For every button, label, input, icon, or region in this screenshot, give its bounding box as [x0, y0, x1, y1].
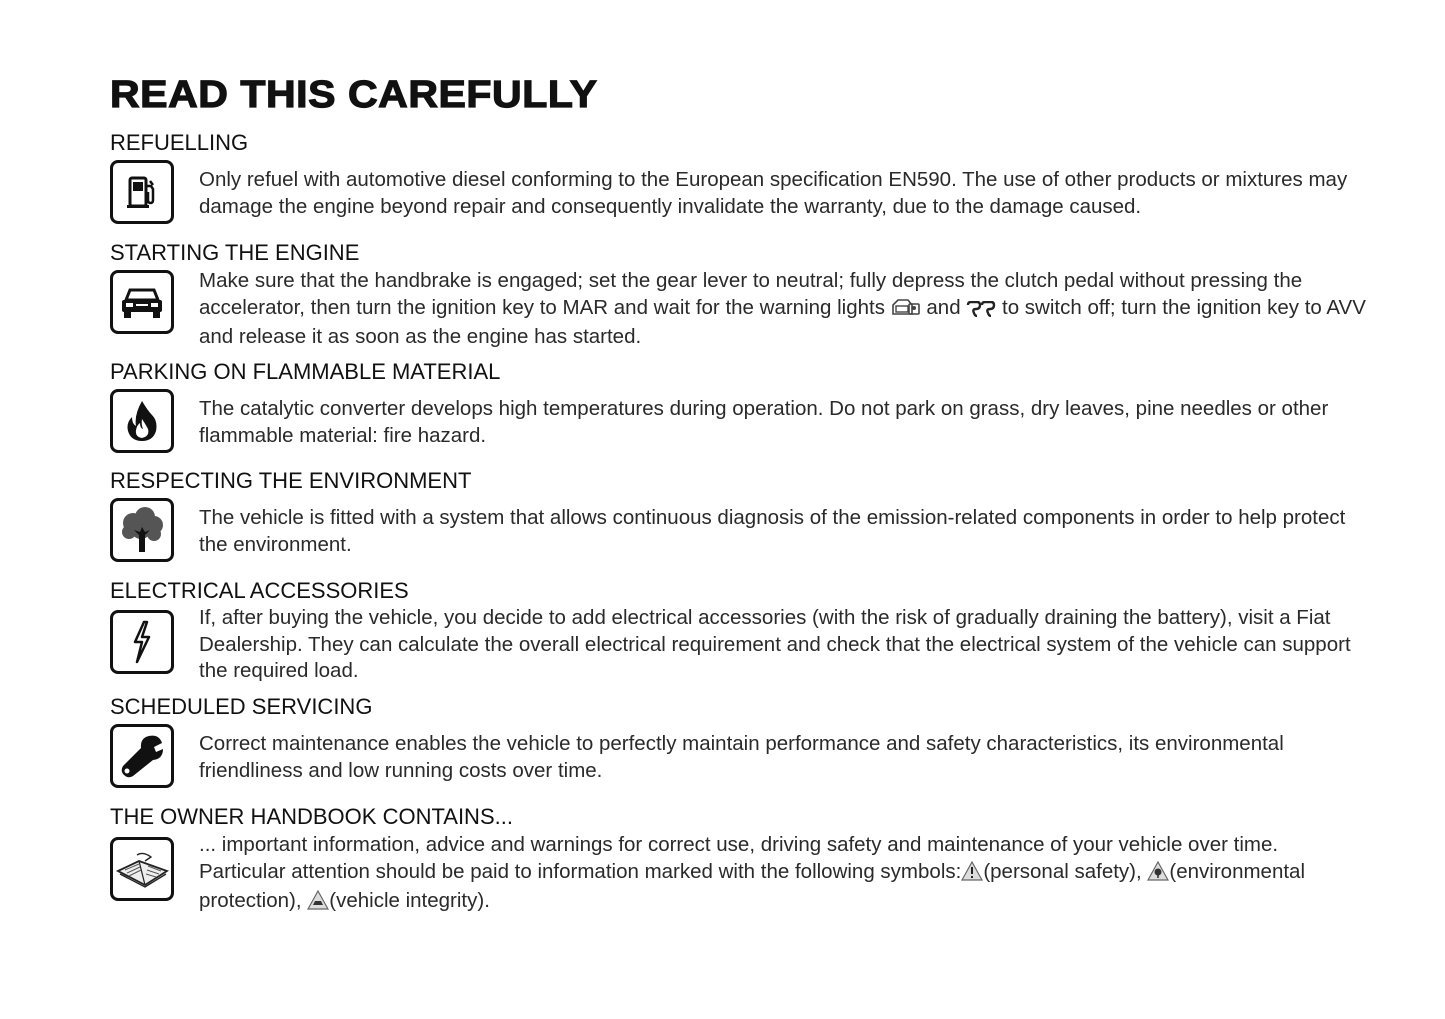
lightning-bolt-icon [110, 610, 174, 674]
section-text-handbook [199, 832, 1369, 918]
section-text-electrical: If, after buying the vehicle, you decide to add electrical accessories (with the risk of gradually draining the battery), visit a Fiat Dealership. They can calculate the overall electrical requirement and check that the electrical system of the vehicle can support the required load. [199, 606, 1351, 682]
section-heading-handbook: THE OWNER HANDBOOK CONTAINS... [110, 804, 513, 829]
section-heading-environment: RESPECTING THE ENVIRONMENT [110, 468, 472, 493]
vehicle-integrity-warning-icon [307, 890, 329, 918]
flame-icon [110, 389, 174, 453]
environmental-warning-icon [1147, 861, 1169, 889]
handbook-text-part-3: (environmental protection), [199, 859, 1305, 912]
section-heading-starting-engine: STARTING THE ENGINE [110, 240, 360, 265]
fuel-pump-icon [110, 160, 174, 224]
immobilizer-warning-icon [891, 297, 921, 325]
wrench-icon [110, 724, 174, 788]
tree-icon [110, 498, 174, 562]
glow-plug-warning-icon [966, 298, 996, 325]
section-heading-servicing: SCHEDULED SERVICING [110, 694, 373, 719]
handbook-text-part-2: (personal safety), [983, 859, 1142, 883]
page-title: READ THIS CAREFULLY [110, 74, 598, 116]
starting-engine-text-part-3: to switch off; turn the ignition key to AVV and release it as soon as the engine has started. [199, 295, 1366, 348]
starting-engine-text-part-1: Make sure that the handbrake is engaged; set the gear lever to neutral; fully depress the clutch pedal without pressing the accelerator, then turn the ignition key to MAR and wait for the warning lights [199, 269, 1303, 319]
section-text-environment: The vehicle is fitted with a system that allows continuous diagnosis of the emission-related components in order to help protect the environment. [199, 506, 1346, 556]
section-text-parking-flammable: The catalytic converter develops high temperatures during operation. Do not park on grass, dry leaves, pine needles or other flammable material: fire hazard. [199, 397, 1329, 447]
section-heading-parking-flammable: PARKING ON FLAMMABLE MATERIAL [110, 359, 501, 384]
open-book-icon [110, 837, 174, 901]
section-text-refuelling: Only refuel with automotive diesel conforming to the European specification EN590. The use of other products or mixtures may damage the engine beyond repair and consequently invalidate the warranty, due to the damage caused. [199, 168, 1348, 218]
handbook-text-part-1: ... important information, advice and warnings for correct use, driving safety and maintenance of your vehicle over time. Particular attention should be paid to information marked with the following symbols: [199, 833, 1279, 883]
car-front-icon [110, 270, 174, 334]
section-heading-refuelling: REFUELLING [110, 130, 249, 155]
handbook-text-part-4: (vehicle integrity). [329, 889, 490, 912]
section-text-servicing: Correct maintenance enables the vehicle to perfectly maintain performance and safety characteristics, its environmental friendliness and low running costs over time. [199, 732, 1284, 782]
personal-safety-warning-icon [961, 861, 983, 889]
section-text-starting-engine [199, 268, 1369, 351]
starting-engine-text-part-2: and [926, 295, 961, 319]
section-heading-electrical: ELECTRICAL ACCESSORIES [110, 578, 409, 603]
